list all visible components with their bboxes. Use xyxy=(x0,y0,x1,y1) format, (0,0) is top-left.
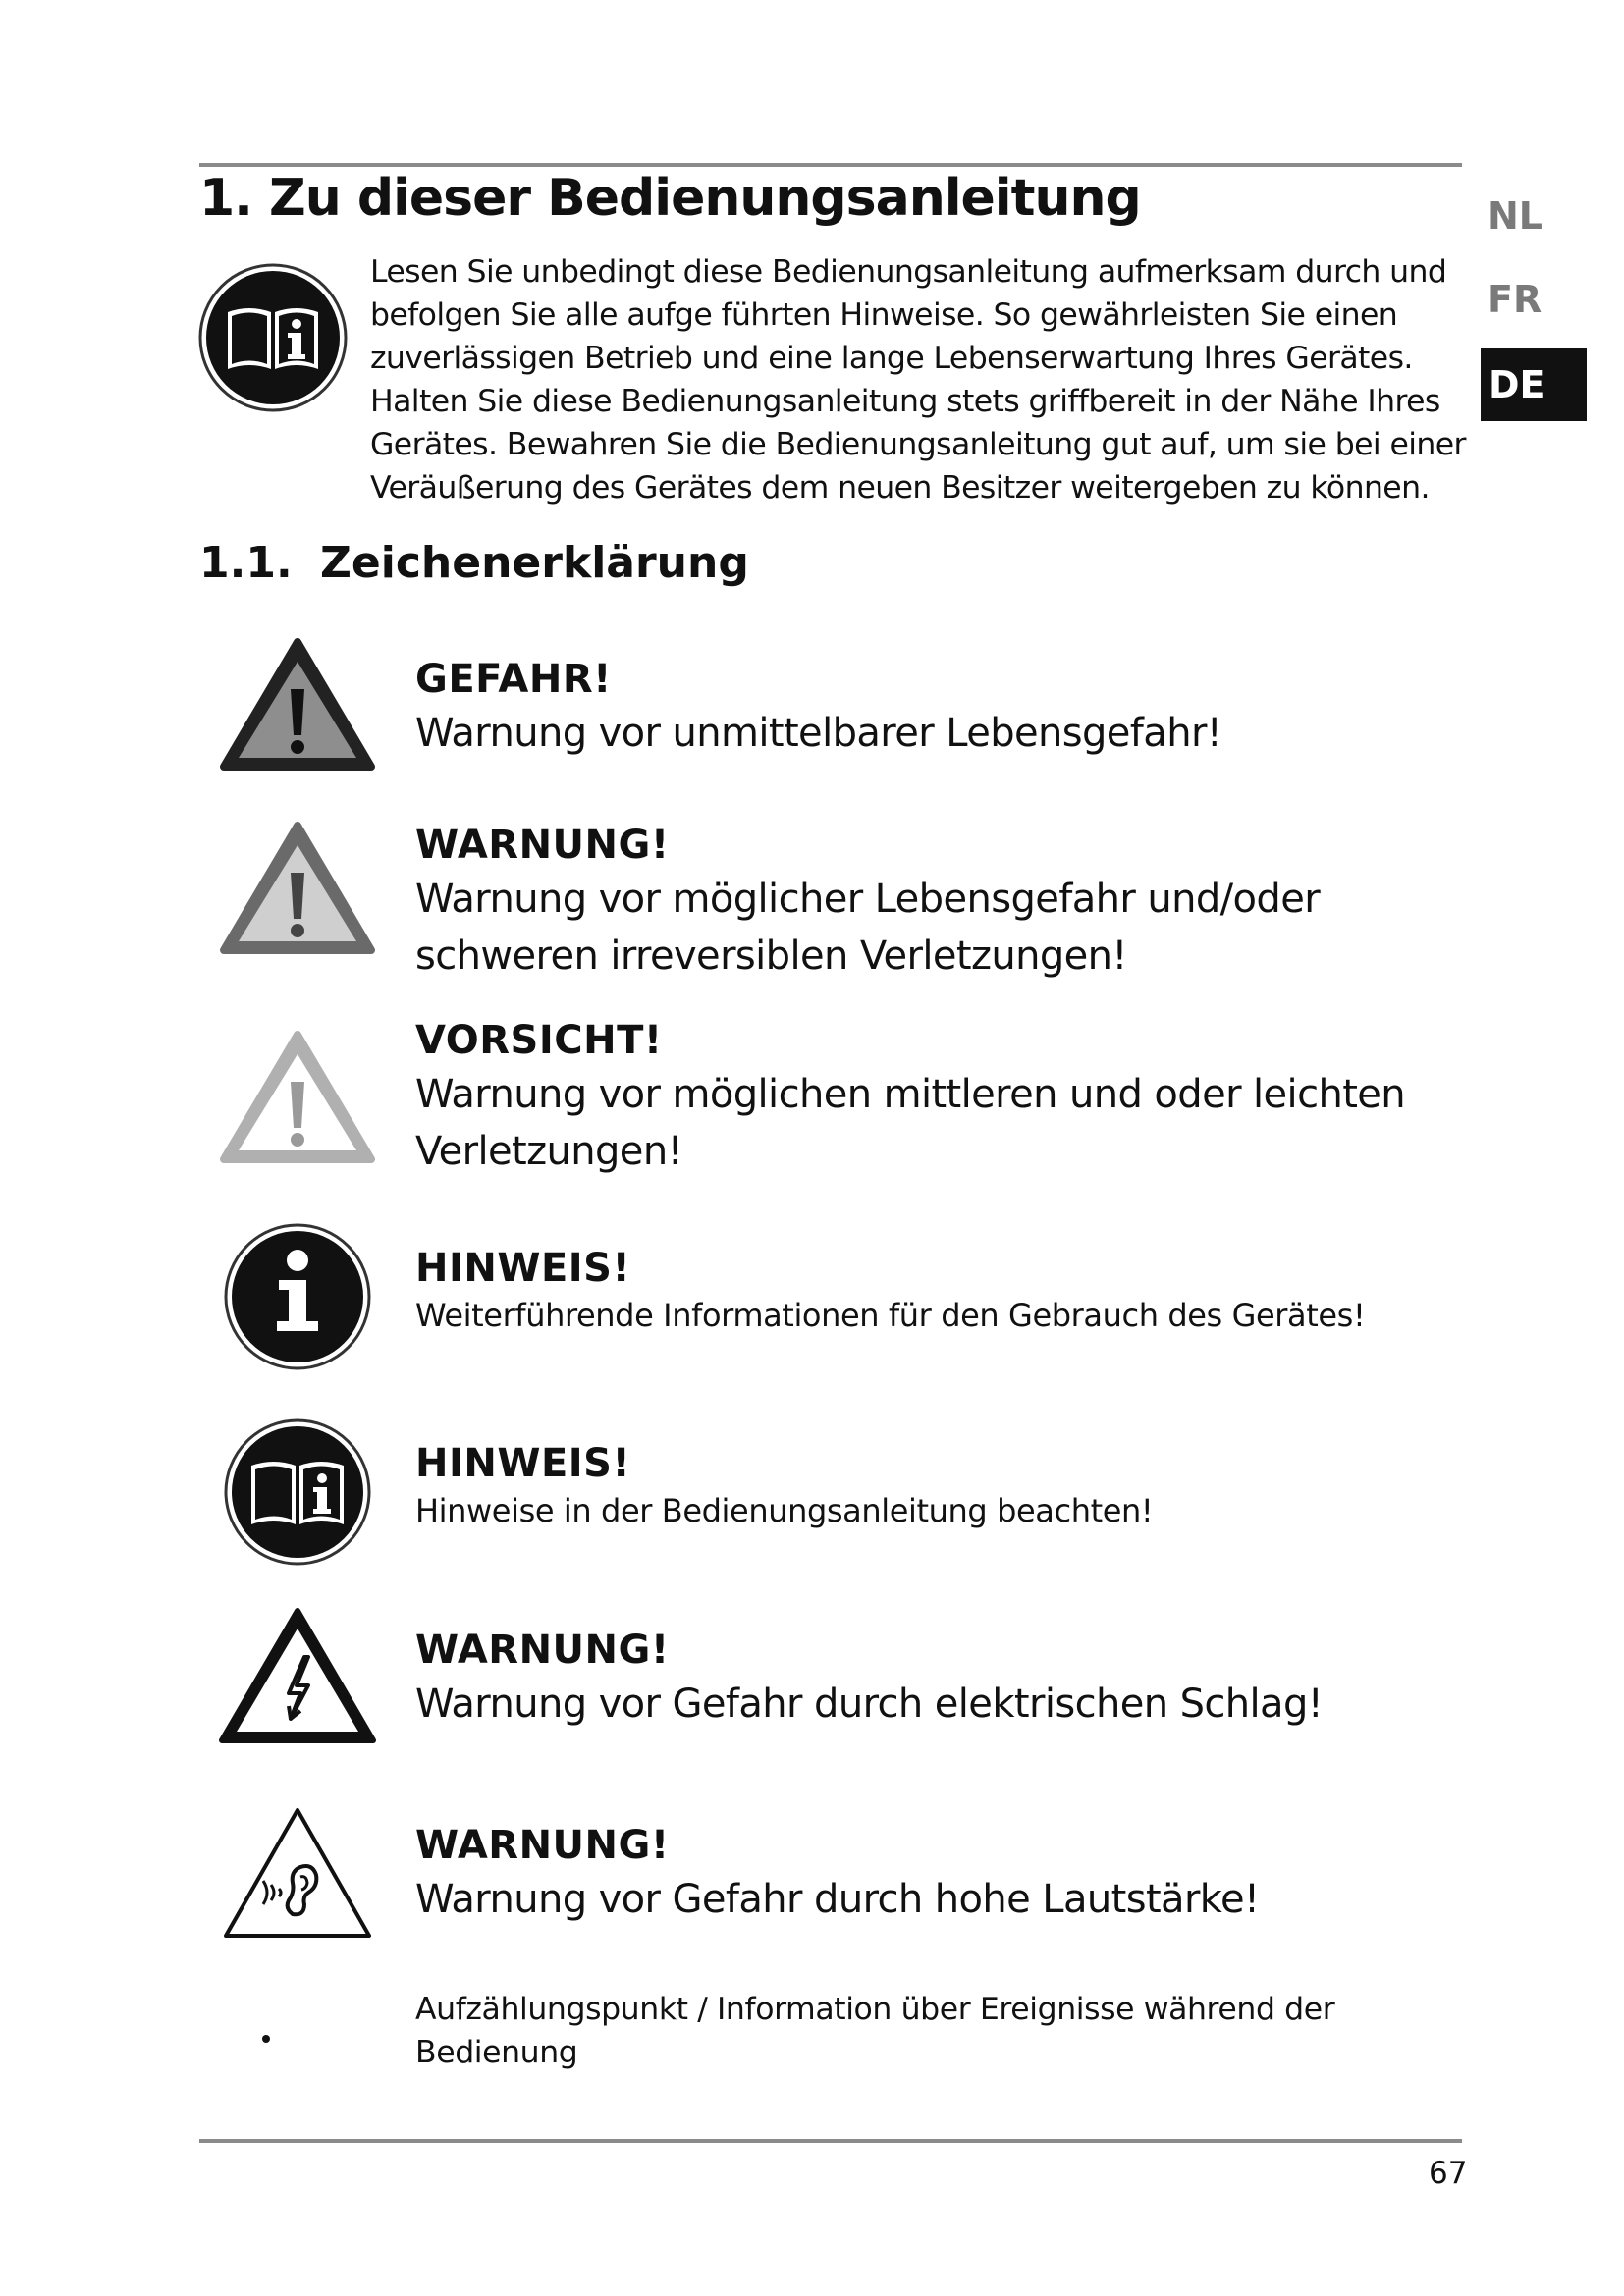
language-tab-fr[interactable]: FR xyxy=(1488,278,1543,321)
symbol-title: HINWEIS! xyxy=(415,1441,631,1486)
intro-paragraph: Lesen Sie unbedingt diese Bedienungsanleitung aufmerksam durch und befolgen Sie alle aufge führten Hinweise. So gewährleisten Sie einen zuverlässigen Betrieb und eine lange Lebenserwartung Ihres Gerätes. Halten Sie diese Bedienungsanleitung stets griffbereit in der Nähe Ihres Gerätes. Bewahren Sie die Bedienungsanleitung gut auf, um sie bei einer Veräußerung des Gerätes dem neuen Besitzer weitergeben zu können. xyxy=(370,254,1466,506)
symbol-title: HINWEIS! xyxy=(415,1246,631,1291)
loud-volume-icon xyxy=(214,1798,381,1946)
symbol-title: VORSICHT! xyxy=(415,1018,663,1063)
symbol-description: Warnung vor möglicher Lebensgefahr und/oder schweren irreversiblen Verletzungen! xyxy=(415,877,1321,979)
caution-triangle-icon xyxy=(214,1025,381,1172)
bottom-rule xyxy=(199,2139,1462,2143)
language-tab-nl[interactable]: NL xyxy=(1488,194,1543,238)
info-circle-icon xyxy=(214,1223,381,1370)
warning-triangle-icon xyxy=(214,816,381,963)
chapter-heading: 1. Zu dieser Bedienungsanleitung xyxy=(199,169,1141,228)
language-tab-de[interactable]: DE xyxy=(1481,348,1587,421)
symbol-description: Warnung vor Gefahr durch elektrischen Schlag! xyxy=(415,1682,1324,1727)
symbol-title: WARNUNG! xyxy=(415,823,670,868)
symbol-title: WARNUNG! xyxy=(415,1823,670,1868)
symbol-description: Hinweise in der Bedienungsanleitung beachten! xyxy=(415,1492,1154,1529)
section-title: Zeichenerklärung xyxy=(320,538,749,588)
symbol-title: WARNUNG! xyxy=(415,1628,670,1673)
manual-info-icon xyxy=(214,1418,381,1566)
top-rule xyxy=(199,163,1462,167)
symbol-description: Weiterführende Informationen für den Gebrauch des Gerätes! xyxy=(415,1297,1366,1334)
page-number: 67 xyxy=(1429,2156,1468,2191)
symbol-description: Warnung vor unmittelbarer Lebensgefahr! xyxy=(415,711,1222,756)
symbol-description: Warnung vor möglichen mittleren und oder leichten Verletzungen! xyxy=(415,1072,1406,1174)
electric-shock-icon xyxy=(214,1603,381,1750)
symbol-description: Warnung vor Gefahr durch hohe Lautstärke! xyxy=(415,1877,1260,1922)
symbol-title: GEFAHR! xyxy=(415,657,612,702)
bullet-dot-icon xyxy=(262,2035,270,2043)
section-heading xyxy=(199,538,749,588)
manual-info-icon xyxy=(198,263,348,412)
danger-triangle-icon xyxy=(214,632,381,779)
symbol-description: Aufzählungspunkt / Information über Ereignisse während der Bedienung xyxy=(415,1992,1335,2070)
section-number: 1.1. xyxy=(199,538,293,588)
